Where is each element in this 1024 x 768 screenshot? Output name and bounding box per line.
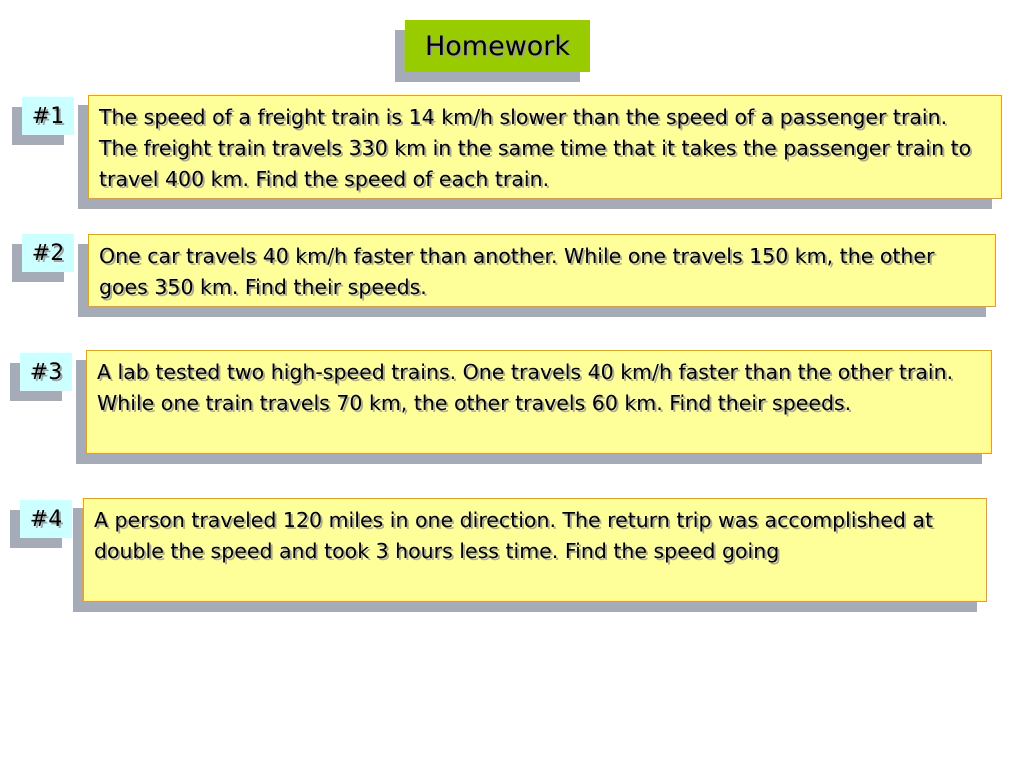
problem-text: One car travels 40 km/h faster than another. While one travels 150 km, the other goes 350 km. Find their speeds.: [99, 244, 935, 299]
problem-1-box: [88, 95, 1002, 199]
title-box: [405, 20, 590, 72]
problem-4-box: [83, 498, 987, 602]
problem-number-label: #1: [31, 103, 65, 129]
problem-3-number: [20, 353, 72, 391]
problem-number-label: #3: [29, 359, 63, 385]
problem-text: A person traveled 120 miles in one direction. The return trip was accomplished at double the speed and took 3 hours less time. Find the speed going: [94, 508, 933, 563]
problem-text: A lab tested two high-speed trains. One travels 40 km/h faster than the other train. While one train travels 70 km, the other travels 60 km. Find their speeds.: [97, 360, 954, 415]
problem-number-label: #2: [31, 240, 65, 266]
problem-text: The speed of a freight train is 14 km/h slower than the speed of a passenger train. The freight train travels 330 km in the same time that it takes the passenger train to travel 400 km. Find the speed of each train.: [99, 105, 972, 191]
problem-2-box: [88, 234, 996, 307]
problem-number-label: #4: [29, 506, 63, 532]
page-title: Homework: [424, 30, 571, 62]
problem-4-number: [20, 500, 72, 538]
problem-3-box: [86, 350, 992, 454]
problem-2-number: [22, 234, 74, 272]
problem-1-number: [22, 97, 74, 135]
